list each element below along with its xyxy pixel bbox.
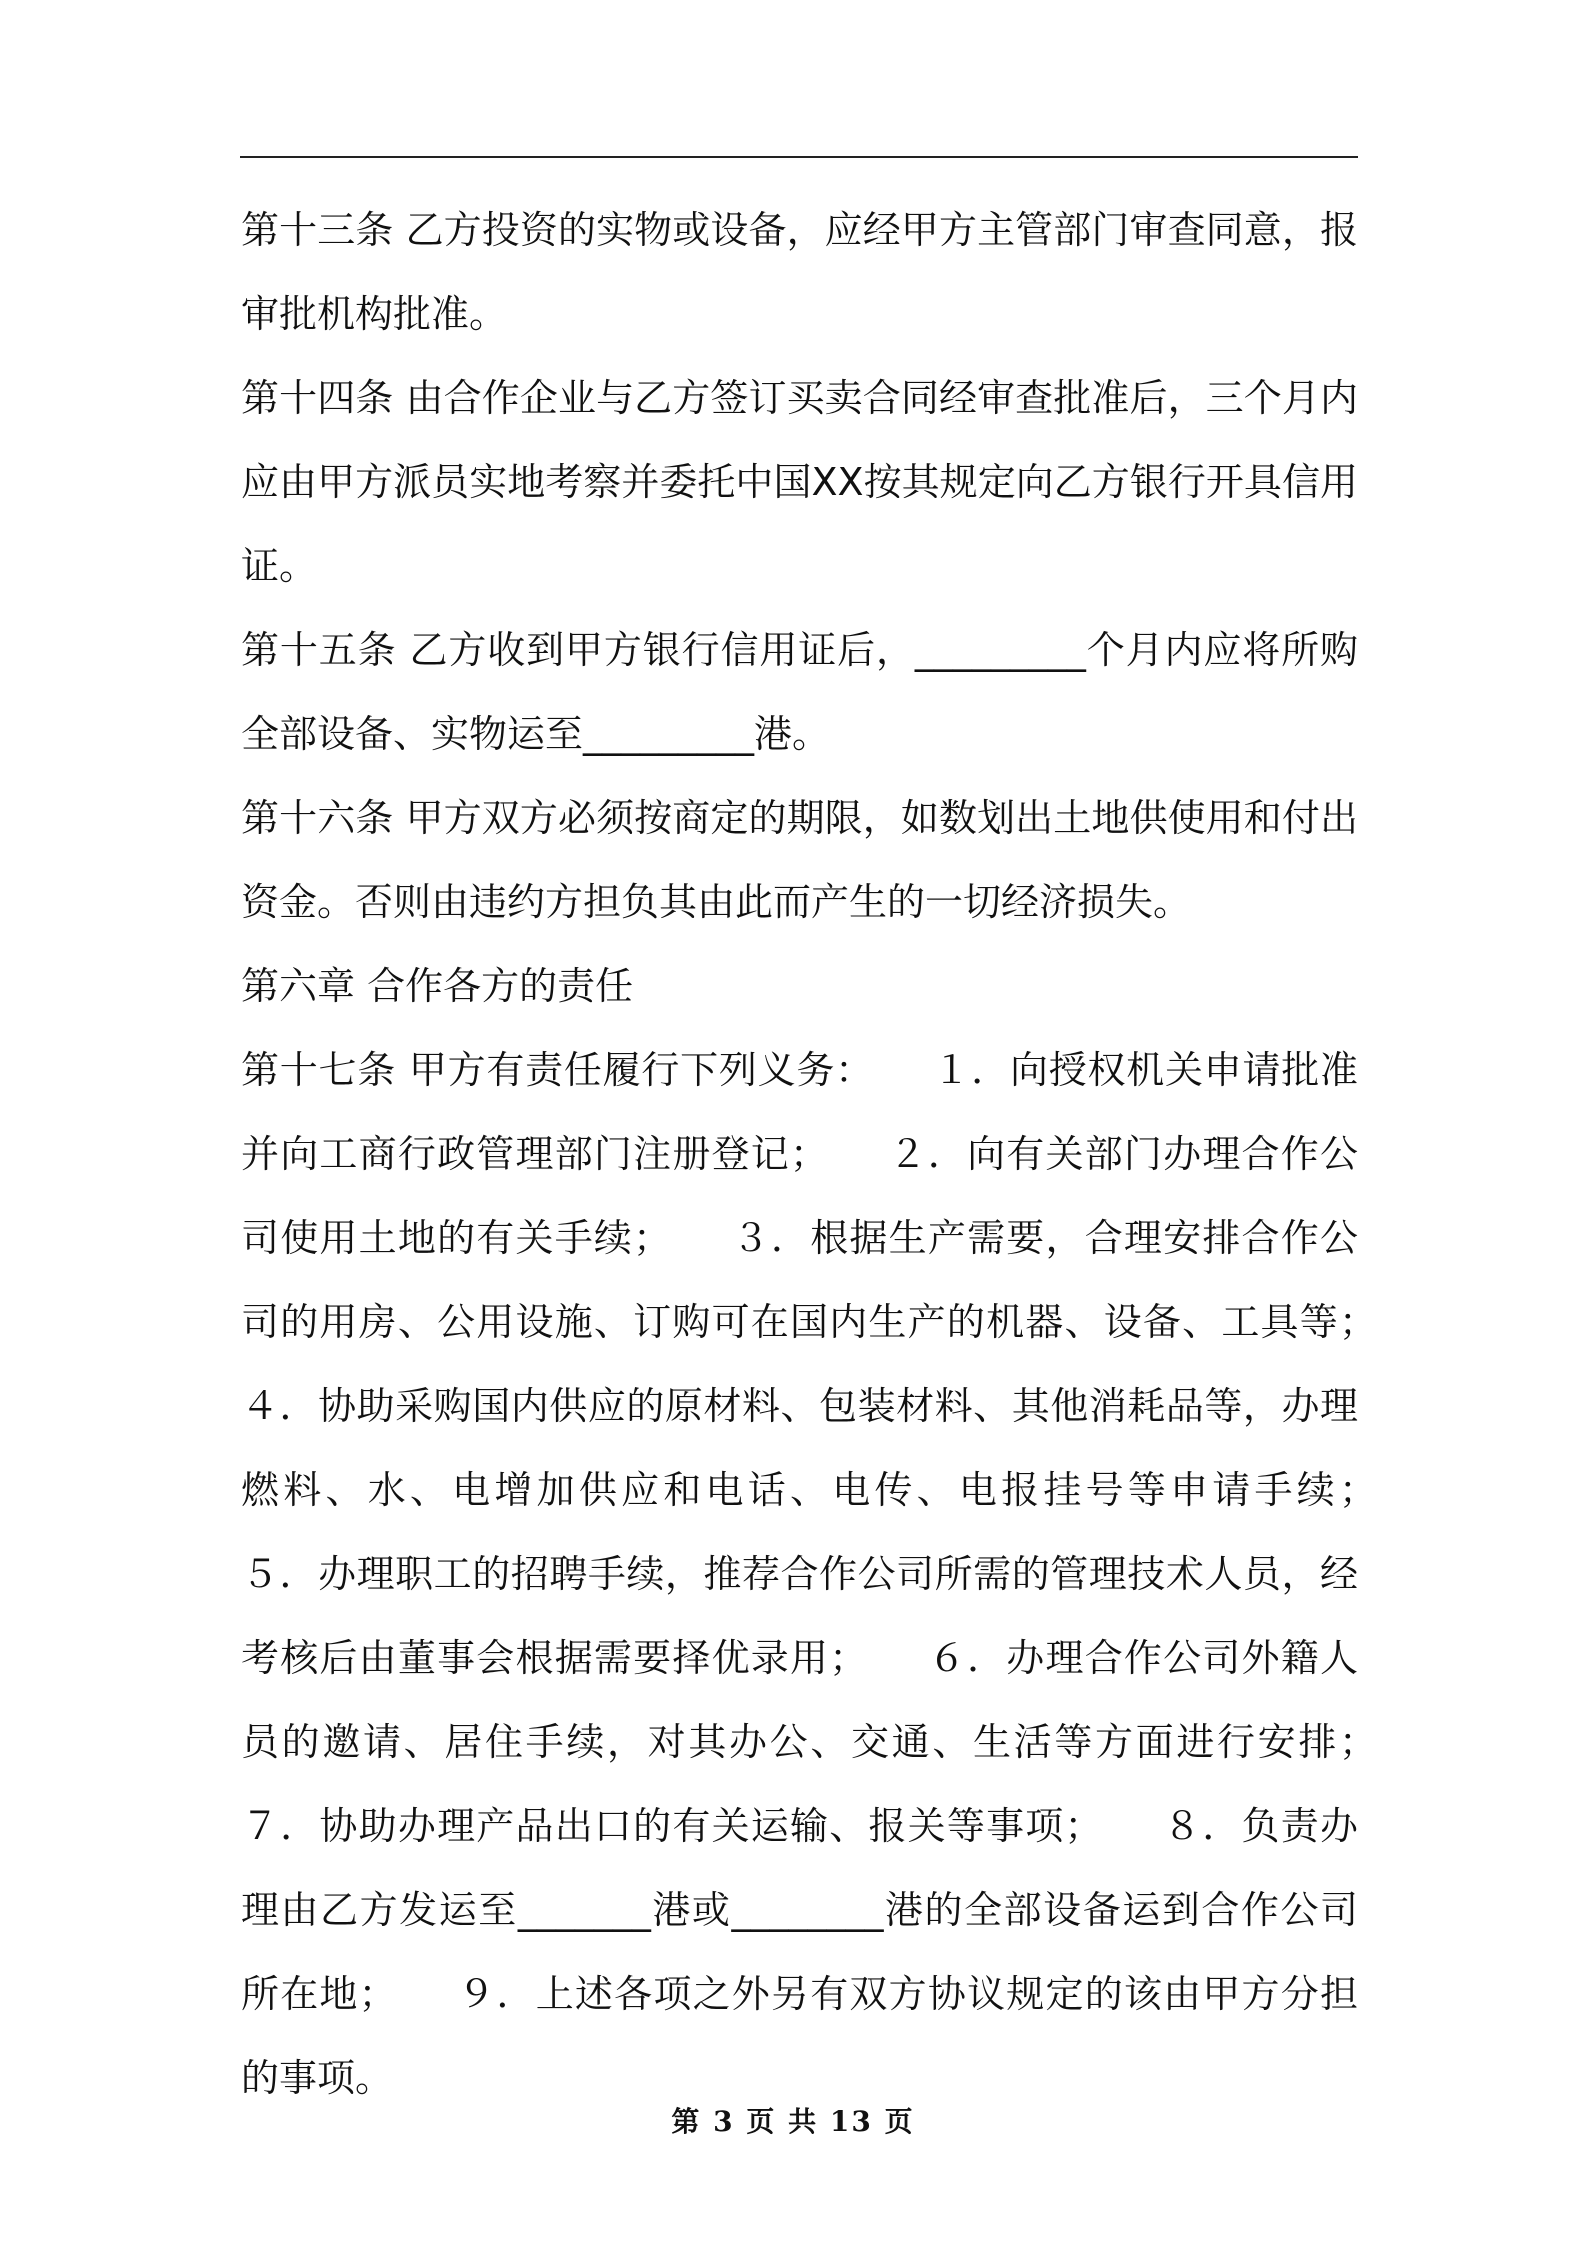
chapter-6-heading: 第六章 合作各方的责任 (241, 964, 634, 1008)
article-13: 第十三条 乙方投资的实物或设备，应经甲方主管部门审查同意，报审批机构批准。 (241, 208, 1358, 336)
article-15: 第十五条 乙方收到甲方银行信用证后，_________个月内应将所购全部设备、实物运至_________港。 (241, 628, 1358, 756)
header-rule (240, 156, 1358, 158)
article-16: 第十六条 甲方双方必须按商定的期限，如数划出土地供使用和付出资金。否则由违约方担负其由此而产生的一切经济损失。 (241, 796, 1358, 924)
document-body (241, 188, 1435, 2120)
article-14: 第十四条 由合作企业与乙方签订买卖合同经审查批准后，三个月内应由甲方派员实地考察并委托中国XX按其规定向乙方银行开具信用证。 (241, 376, 1358, 588)
article-17: 第十七条 甲方有责任履行下列义务： １．向授权机关申请批准并向工商行政管理部门注册登记； ２．向有关部门办理合作公司使用土地的有关手续； ３．根据生产需要，合理安排合作公司的用房、公用设施、订购可在国内生产的机器、设备、工具等； ４．协助采购国内供应的原材料、包装材料、其他消耗品等，办理燃料、水、电增加供应和电话、电传、电报挂号等申请手续； ５．办理职工的招聘手续，推荐合作公司所需的管理技术人员，经考核后由董事会根据需要择优录用； ６．办理合作公司外籍人员的邀请、居住手续，对其办公、交通、生活等方面进行安排； ７．协助办理产品出口的有关运输、报关等事项； ８．负责办理由乙方发运至_______港或________港的全部设备运到合作公司所在地； ９．上述各项之外另有双方协议规定的该由甲方分担的事项。 (241, 1048, 1435, 2100)
page-footer: 第 3 页 共 13 页 (671, 2105, 915, 2138)
